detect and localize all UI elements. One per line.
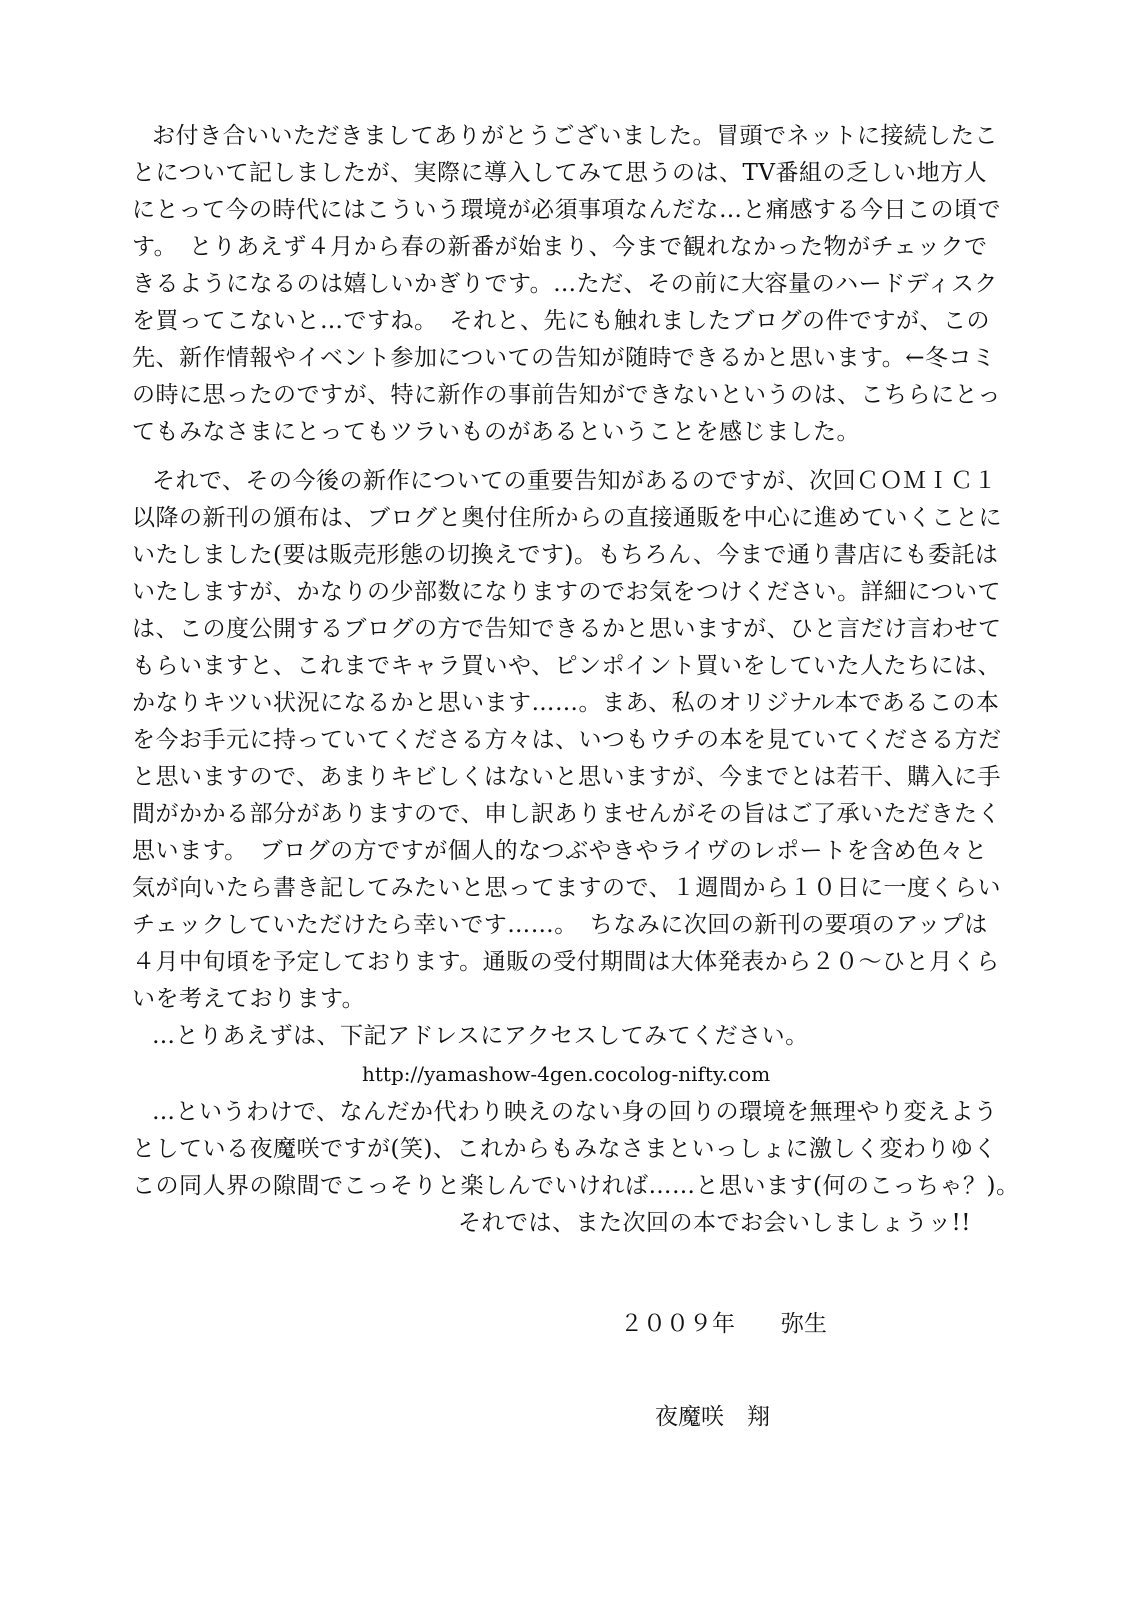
text-line: この同人界の隙間でこっそりと楽しんでいければ……と思います(何のこっちゃ？)。 [132, 1173, 1020, 1199]
text-line: 間がかかる部分がありますので、申し訳ありませんがその旨はご了承いただきたく [132, 801, 1002, 827]
text-line: いたしました(要は販売形態の切換えです)。もちろん、今まで通り書店にも委託は [132, 542, 999, 568]
text-line: としている夜魔咲ですが(笑)、これからもみなさまといっしょに激しく変わりゆく [132, 1136, 997, 1162]
text-line: …というわけで、なんだか代わり映えのない身の回りの環境を無理やり変えよう [152, 1099, 998, 1125]
text-line: 思います。 ブログの方ですが個人的なつぶやきやライヴのレポートを含め色々と [132, 838, 988, 864]
text-line: かなりキツい状況になるかと思います……。まあ、私のオリジナル本であるこの本 [132, 690, 1000, 716]
closing-line: それでは、また次回の本でお会いしましょうッ!! [458, 1210, 971, 1236]
text-line: もらいますと、これまでキャラ買いや、ピンポイント買いをしていた人たちには、 [132, 653, 1002, 679]
text-line: は、この度公開するブログの方で告知できるかと思いますが、ひと言だけ言わせて [132, 616, 1002, 642]
text-line: お付き合いいただきましてありがとうございました。冒頭でネットに接続したこ [152, 123, 998, 149]
text-line: とについて記しましたが、実際に導入してみて思うのは、TV番組の乏しい地方人 [132, 160, 987, 186]
text-line: …とりあえずは、下記アドレスにアクセスしてみてください。 [152, 1023, 809, 1049]
text-line: 以降の新刊の頒布は、ブログと奥付住所からの直接通販を中心に進めていくことに [132, 505, 1002, 531]
text-line: 先、新作情報やイベント参加についての告知が随時できるかと思います。←冬コミ [132, 345, 996, 371]
text-line: きるようになるのは嬉しいかぎりです。…ただ、その前に大容量のハードディスク [132, 271, 998, 297]
text-line: てもみなさまにとってもツラいものがあるということを感じました。 [132, 419, 861, 445]
date-line: ２００９年 弥生 [620, 1311, 827, 1337]
text-line: いたしますが、かなりの少部数になりますのでお気をつけください。詳細について [132, 579, 1002, 605]
text-line: にとって今の時代にはこういう環境が必須事項なんだな…と痛感する今日この頃で [132, 197, 1002, 223]
text-line: の時に思ったのですが、特に新作の事前告知ができないというのは、こちらにとっ [132, 382, 1002, 408]
text-line: いを考えております。 [132, 986, 366, 1012]
text-line: す。 とりあえず４月から春の新番が始まり、今まで観れなかった物がチェックで [132, 234, 988, 260]
text-line: を今お手元に持っていてくださる方々は、いつもウチの本を見ていてくださる方だ [132, 727, 1002, 753]
author-name: 夜魔咲 翔 [655, 1404, 770, 1430]
text-line: を買ってこないと…ですね。 それと、先にも触れましたブログの件ですが、この [132, 308, 990, 334]
text-line: それで、その今後の新作についての重要告知があるのですが、次回ＣＯＭＩＣ１ [152, 468, 998, 494]
text-line: ４月中旬頃を予定しております。通販の受付期間は大体発表から２０～ひと月くら [132, 949, 1000, 975]
blog-url: http://yamashow-4gen.cocolog-nifty.com [362, 1062, 771, 1086]
text-line: チェックしていただけたら幸いです……。 ちなみに次回の新刊の要項のアップは [132, 912, 988, 938]
text-line: 気が向いたら書き記してみたいと思ってますので、１週間から１０日に一度くらい [132, 875, 1002, 901]
text-line: と思いますので、あまりキビしくはないと思いますが、今までとは若干、購入に手 [132, 764, 1002, 790]
